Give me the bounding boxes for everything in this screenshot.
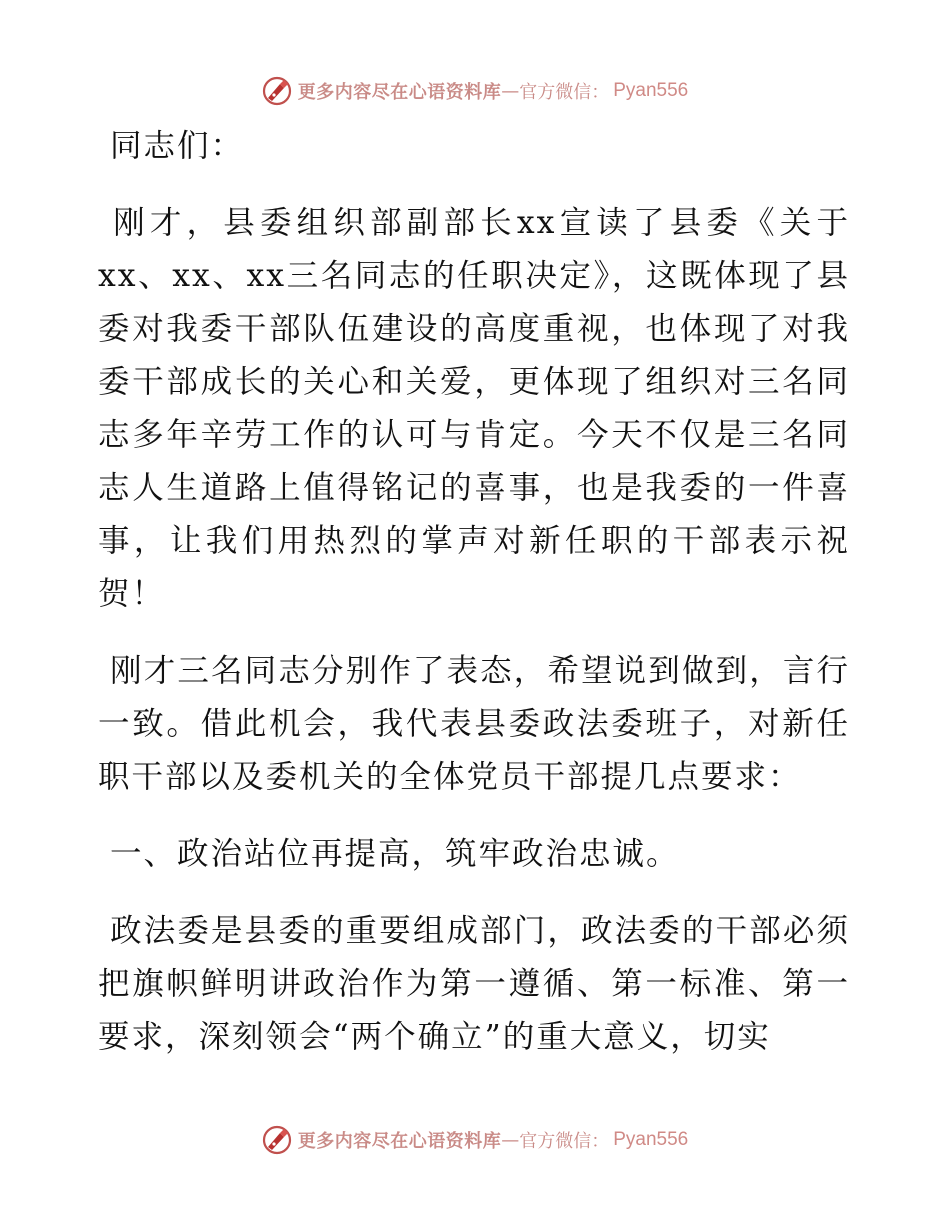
- watermark-wechat-id: Pyan556: [613, 1129, 689, 1150]
- paragraph-3-text: 政法委是县委的重要组成部门，政法委的干部必须把旗帜鲜明讲政治作为第一遵循、第一标准、第一要求，深刻领会“两个确立”的重大意义，切实: [98, 913, 850, 1055]
- paragraph-3: [98, 905, 850, 1064]
- watermark-wechat-label: 官方微信：: [519, 1131, 610, 1152]
- paragraph-1: [98, 197, 850, 621]
- document-body: [98, 120, 850, 1088]
- section-heading-1: [98, 828, 850, 881]
- watermark-dash: —: [501, 1129, 520, 1151]
- pen-nib-logo-icon: [262, 76, 292, 106]
- watermark-main-text: 更多内容尽在心语资料库: [297, 82, 502, 103]
- section-heading-1-text: 一、政治站位再提高，筑牢政治忠诚。: [110, 836, 680, 872]
- watermark-wechat-id: Pyan556: [613, 80, 689, 101]
- watermark-footer: [0, 1120, 950, 1160]
- paragraph-2-text: 刚才三名同志分别作了表态，希望说到做到，言行一致。借此机会，我代表县委政法委班子，对新任职干部以及委机关的全体党员干部提几点要求：: [98, 653, 850, 795]
- greeting-text: 同志们：: [110, 128, 245, 164]
- watermark-main-text: 更多内容尽在心语资料库: [297, 1131, 502, 1152]
- greeting: [98, 120, 850, 173]
- paragraph-2: [98, 645, 850, 804]
- watermark-dash: —: [501, 80, 520, 102]
- watermark-header: [0, 71, 950, 111]
- pen-nib-logo-icon: [262, 1125, 292, 1155]
- watermark-wechat-label: 官方微信：: [519, 82, 610, 103]
- paragraph-1-text: 刚才，县委组织部副部长xx宣读了县委《关于xx、xx、xx三名同志的任职决定》，这既体现了县委对我委干部队伍建设的高度重视，也体现了对我委干部成长的关心和关爱，更体现了组织对三名同志多年辛劳工作的认可与肯定。今天不仅是三名同志人生道路上值得铭记的喜事，也是我委的一件喜事，让我们用热烈的掌声对新任职的干部表示祝贺！: [98, 205, 850, 612]
